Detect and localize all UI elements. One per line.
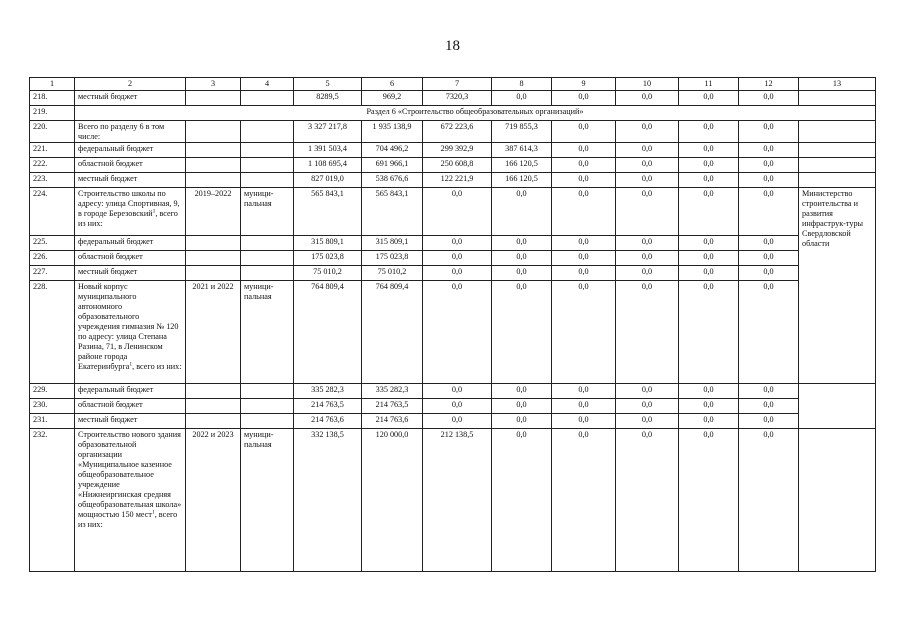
value-cell: 0,0 bbox=[739, 281, 799, 384]
empty-cell bbox=[799, 429, 876, 572]
value-cell: 0,0 bbox=[739, 143, 799, 158]
value-cell: 0,0 bbox=[492, 281, 552, 384]
value-cell: 0,0 bbox=[739, 384, 799, 399]
row-number: 223. bbox=[30, 173, 75, 188]
item-name-tail: , всего из них: bbox=[78, 209, 178, 228]
value-cell: 299 392,9 bbox=[423, 143, 492, 158]
value-cell: 0,0 bbox=[616, 429, 679, 572]
footnote-mark: 1 bbox=[152, 208, 156, 215]
value-cell: 0,0 bbox=[552, 173, 616, 188]
value-cell: 0,0 bbox=[679, 91, 739, 106]
value-cell: 335 282,3 bbox=[362, 384, 423, 399]
value-cell: 0,0 bbox=[616, 384, 679, 399]
value-cell: 0,0 bbox=[552, 91, 616, 106]
value-cell: 0,0 bbox=[552, 236, 616, 251]
table-row bbox=[30, 429, 876, 572]
value-cell: 0,0 bbox=[739, 429, 799, 572]
item-name-text: федеральный бюджет bbox=[78, 237, 154, 246]
period-cell: 2019–2022 bbox=[186, 188, 241, 236]
table-row bbox=[30, 266, 876, 281]
level-cell: муници-пальная bbox=[241, 188, 294, 236]
value-cell: 0,0 bbox=[739, 188, 799, 236]
value-cell: 0,0 bbox=[423, 236, 492, 251]
header-cell: 12 bbox=[739, 78, 799, 91]
value-cell: 0,0 bbox=[552, 399, 616, 414]
value-cell: 214 763,6 bbox=[294, 414, 362, 429]
item-name-text: областной бюджет bbox=[78, 400, 143, 409]
period-cell bbox=[186, 91, 241, 106]
period-cell bbox=[186, 121, 241, 143]
period-cell bbox=[186, 158, 241, 173]
value-cell: 704 496,2 bbox=[362, 143, 423, 158]
header-cell: 13 bbox=[799, 78, 876, 91]
value-cell: 212 138,5 bbox=[423, 429, 492, 572]
value-cell: 0,0 bbox=[552, 158, 616, 173]
level-cell bbox=[241, 91, 294, 106]
value-cell: 0,0 bbox=[423, 384, 492, 399]
header-cell: 5 bbox=[294, 78, 362, 91]
page-number: 18 bbox=[445, 38, 460, 54]
value-cell: 764 809,4 bbox=[294, 281, 362, 384]
item-name-tail: , всего из них: bbox=[132, 362, 182, 371]
value-cell: 0,0 bbox=[679, 414, 739, 429]
value-cell: 0,0 bbox=[423, 266, 492, 281]
level-cell bbox=[241, 266, 294, 281]
table-row bbox=[30, 91, 876, 106]
row-number: 219. bbox=[30, 106, 75, 121]
value-cell: 0,0 bbox=[552, 143, 616, 158]
table-row bbox=[30, 188, 876, 236]
table-row bbox=[30, 158, 876, 173]
item-name-text: Строительство школы по адресу: улица Спортивная, 9, в городе Березовский bbox=[78, 189, 180, 218]
value-cell: 538 676,6 bbox=[362, 173, 423, 188]
value-cell: 0,0 bbox=[679, 251, 739, 266]
section-title: Раздел 6 «Строительство общеобразовательных организаций» bbox=[75, 106, 876, 121]
footnote-mark: 1 bbox=[129, 361, 133, 368]
value-cell: 0,0 bbox=[679, 143, 739, 158]
value-cell: 166 120,5 bbox=[492, 173, 552, 188]
period-cell: 2022 и 2023 bbox=[186, 429, 241, 572]
period-cell bbox=[186, 384, 241, 399]
value-cell: 0,0 bbox=[679, 236, 739, 251]
value-cell: 387 614,3 bbox=[492, 143, 552, 158]
row-number: 218. bbox=[30, 91, 75, 106]
header-cell: 2 bbox=[75, 78, 186, 91]
item-name bbox=[75, 414, 186, 429]
value-cell: 565 843,1 bbox=[294, 188, 362, 236]
value-cell: 315 809,1 bbox=[362, 236, 423, 251]
row-number: 221. bbox=[30, 143, 75, 158]
header-cell: 11 bbox=[679, 78, 739, 91]
level-cell bbox=[241, 251, 294, 266]
header-cell: 4 bbox=[241, 78, 294, 91]
item-name bbox=[75, 266, 186, 281]
value-cell: 0,0 bbox=[492, 236, 552, 251]
value-cell: 0,0 bbox=[552, 429, 616, 572]
item-name bbox=[75, 384, 186, 399]
value-cell: 0,0 bbox=[679, 384, 739, 399]
row-number: 229. bbox=[30, 384, 75, 399]
item-name-text: Всего по разделу 6 в том числе: bbox=[78, 122, 165, 141]
value-cell: 0,0 bbox=[616, 281, 679, 384]
item-name bbox=[75, 399, 186, 414]
header-cell: 7 bbox=[423, 78, 492, 91]
item-name-text: федеральный бюджет bbox=[78, 144, 154, 153]
value-cell: 122 221,9 bbox=[423, 173, 492, 188]
value-cell: 0,0 bbox=[739, 158, 799, 173]
value-cell: 0,0 bbox=[679, 173, 739, 188]
item-name bbox=[75, 173, 186, 188]
value-cell: 0,0 bbox=[492, 188, 552, 236]
value-cell: 1 935 138,9 bbox=[362, 121, 423, 143]
item-name-text: местный бюджет bbox=[78, 174, 138, 183]
value-cell: 175 023,8 bbox=[362, 251, 423, 266]
value-cell: 0,0 bbox=[616, 173, 679, 188]
header-cell: 3 bbox=[186, 78, 241, 91]
value-cell: 0,0 bbox=[492, 266, 552, 281]
item-name-text: Строительство нового здания образовательной организации «Муниципальное казенное общеобразовательное учреждение «Нижнеиргинская средняя общеобразовательная школа» мощностью 150 мест bbox=[78, 430, 182, 519]
value-cell: 335 282,3 bbox=[294, 384, 362, 399]
value-cell: 0,0 bbox=[739, 251, 799, 266]
header-cell: 9 bbox=[552, 78, 616, 91]
level-cell bbox=[241, 143, 294, 158]
row-number: 228. bbox=[30, 281, 75, 384]
value-cell: 0,0 bbox=[739, 91, 799, 106]
value-cell: 764 809,4 bbox=[362, 281, 423, 384]
value-cell: 0,0 bbox=[423, 414, 492, 429]
value-cell: 75 010,2 bbox=[362, 266, 423, 281]
value-cell: 0,0 bbox=[616, 251, 679, 266]
empty-cell bbox=[799, 91, 876, 106]
level-cell bbox=[241, 173, 294, 188]
value-cell: 0,0 bbox=[492, 91, 552, 106]
empty-cell bbox=[799, 121, 876, 143]
value-cell: 0,0 bbox=[492, 414, 552, 429]
row-number: 230. bbox=[30, 399, 75, 414]
empty-cell bbox=[799, 143, 876, 158]
row-number: 232. bbox=[30, 429, 75, 572]
value-cell: 827 019,0 bbox=[294, 173, 362, 188]
value-cell: 719 855,3 bbox=[492, 121, 552, 143]
value-cell: 0,0 bbox=[679, 188, 739, 236]
value-cell: 0,0 bbox=[739, 121, 799, 143]
value-cell: 0,0 bbox=[492, 399, 552, 414]
value-cell: 0,0 bbox=[739, 399, 799, 414]
period-cell bbox=[186, 251, 241, 266]
empty-cell bbox=[799, 158, 876, 173]
row-number: 226. bbox=[30, 251, 75, 266]
table-row bbox=[30, 236, 876, 251]
value-cell: 0,0 bbox=[616, 188, 679, 236]
value-cell: 1 391 503,4 bbox=[294, 143, 362, 158]
value-cell: 0,0 bbox=[616, 91, 679, 106]
item-name-text: местный бюджет bbox=[78, 92, 138, 101]
value-cell: 0,0 bbox=[679, 429, 739, 572]
period-cell bbox=[186, 414, 241, 429]
item-name-text: Новый корпус муниципального автономного образовательного учреждения гимназия № 120 по адресу: улица Степана Разина, 71, в Ленинском районе города Екатеринбурга bbox=[78, 282, 179, 371]
value-cell: 691 966,1 bbox=[362, 158, 423, 173]
level-cell: муници-пальная bbox=[241, 429, 294, 572]
period-cell: 2021 и 2022 bbox=[186, 281, 241, 384]
value-cell: 0,0 bbox=[739, 236, 799, 251]
row-number: 222. bbox=[30, 158, 75, 173]
value-cell: 0,0 bbox=[679, 121, 739, 143]
value-cell: 0,0 bbox=[679, 158, 739, 173]
empty-cell bbox=[799, 173, 876, 188]
level-cell bbox=[241, 384, 294, 399]
item-name-tail: , всего из них: bbox=[78, 510, 178, 529]
value-cell: 0,0 bbox=[492, 429, 552, 572]
value-cell: 0,0 bbox=[423, 399, 492, 414]
value-cell: 0,0 bbox=[423, 188, 492, 236]
value-cell: 0,0 bbox=[552, 188, 616, 236]
value-cell: 0,0 bbox=[616, 399, 679, 414]
value-cell: 0,0 bbox=[552, 251, 616, 266]
value-cell: 0,0 bbox=[739, 414, 799, 429]
item-name bbox=[75, 429, 186, 572]
item-name bbox=[75, 143, 186, 158]
value-cell: 166 120,5 bbox=[492, 158, 552, 173]
value-cell: 565 843,1 bbox=[362, 188, 423, 236]
value-cell: 672 223,6 bbox=[423, 121, 492, 143]
period-cell bbox=[186, 143, 241, 158]
period-cell bbox=[186, 173, 241, 188]
table-row bbox=[30, 121, 876, 143]
row-number: 224. bbox=[30, 188, 75, 236]
level-cell bbox=[241, 158, 294, 173]
value-cell: 214 763,5 bbox=[362, 399, 423, 414]
item-name-text: федеральный бюджет bbox=[78, 385, 154, 394]
value-cell: 0,0 bbox=[552, 281, 616, 384]
item-name bbox=[75, 236, 186, 251]
value-cell: 0,0 bbox=[552, 266, 616, 281]
item-name bbox=[75, 281, 186, 384]
level-cell: муници-пальная bbox=[241, 281, 294, 384]
value-cell: 175 023,8 bbox=[294, 251, 362, 266]
value-cell: 0,0 bbox=[616, 266, 679, 281]
table-row bbox=[30, 281, 876, 384]
value-cell: 214 763,6 bbox=[362, 414, 423, 429]
table-row bbox=[30, 384, 876, 399]
responsible-ministry: Министерство строительства и развития инфраструк-туры Свердловской области bbox=[799, 188, 876, 384]
header-cell: 6 bbox=[362, 78, 423, 91]
footnote-mark: 1 bbox=[151, 509, 155, 516]
value-cell: 0,0 bbox=[616, 158, 679, 173]
item-name bbox=[75, 121, 186, 143]
value-cell: 0,0 bbox=[739, 266, 799, 281]
value-cell: 0,0 bbox=[679, 399, 739, 414]
row-number: 227. bbox=[30, 266, 75, 281]
item-name bbox=[75, 158, 186, 173]
value-cell: 0,0 bbox=[679, 281, 739, 384]
value-cell: 0,0 bbox=[616, 414, 679, 429]
value-cell: 0,0 bbox=[492, 251, 552, 266]
value-cell: 0,0 bbox=[423, 281, 492, 384]
level-cell bbox=[241, 236, 294, 251]
item-name-text: местный бюджет bbox=[78, 267, 138, 276]
value-cell: 0,0 bbox=[423, 251, 492, 266]
value-cell: 1 108 695,4 bbox=[294, 158, 362, 173]
level-cell bbox=[241, 414, 294, 429]
item-name-text: областной бюджет bbox=[78, 159, 143, 168]
item-name bbox=[75, 251, 186, 266]
table-row bbox=[30, 251, 876, 266]
row-number: 220. bbox=[30, 121, 75, 143]
budget-table bbox=[29, 77, 876, 572]
row-number: 225. bbox=[30, 236, 75, 251]
table-row bbox=[30, 173, 876, 188]
value-cell: 75 010,2 bbox=[294, 266, 362, 281]
value-cell: 0,0 bbox=[679, 266, 739, 281]
value-cell: 0,0 bbox=[616, 236, 679, 251]
value-cell: 250 608,8 bbox=[423, 158, 492, 173]
table-row bbox=[30, 414, 876, 429]
value-cell: 332 138,5 bbox=[294, 429, 362, 572]
value-cell: 0,0 bbox=[552, 414, 616, 429]
value-cell: 315 809,1 bbox=[294, 236, 362, 251]
header-row bbox=[30, 78, 876, 91]
header-cell: 1 bbox=[30, 78, 75, 91]
section-row bbox=[30, 106, 876, 121]
value-cell: 0,0 bbox=[552, 121, 616, 143]
header-cell: 8 bbox=[492, 78, 552, 91]
header-cell: 10 bbox=[616, 78, 679, 91]
value-cell: 0,0 bbox=[492, 384, 552, 399]
value-cell: 120 000,0 bbox=[362, 429, 423, 572]
period-cell bbox=[186, 266, 241, 281]
item-name-text: областной бюджет bbox=[78, 252, 143, 261]
value-cell: 7320,3 bbox=[423, 91, 492, 106]
period-cell bbox=[186, 236, 241, 251]
value-cell: 969,2 bbox=[362, 91, 423, 106]
period-cell bbox=[186, 399, 241, 414]
item-name bbox=[75, 188, 186, 236]
value-cell: 0,0 bbox=[739, 173, 799, 188]
item-name bbox=[75, 91, 186, 106]
level-cell bbox=[241, 121, 294, 143]
item-name-text: местный бюджет bbox=[78, 415, 138, 424]
value-cell: 3 327 217,8 bbox=[294, 121, 362, 143]
level-cell bbox=[241, 399, 294, 414]
value-cell: 0,0 bbox=[552, 384, 616, 399]
value-cell: 0,0 bbox=[616, 143, 679, 158]
value-cell: 214 763,5 bbox=[294, 399, 362, 414]
value-cell: 0,0 bbox=[616, 121, 679, 143]
table-row bbox=[30, 399, 876, 414]
value-cell: 8289,5 bbox=[294, 91, 362, 106]
row-number: 231. bbox=[30, 414, 75, 429]
table-row bbox=[30, 143, 876, 158]
